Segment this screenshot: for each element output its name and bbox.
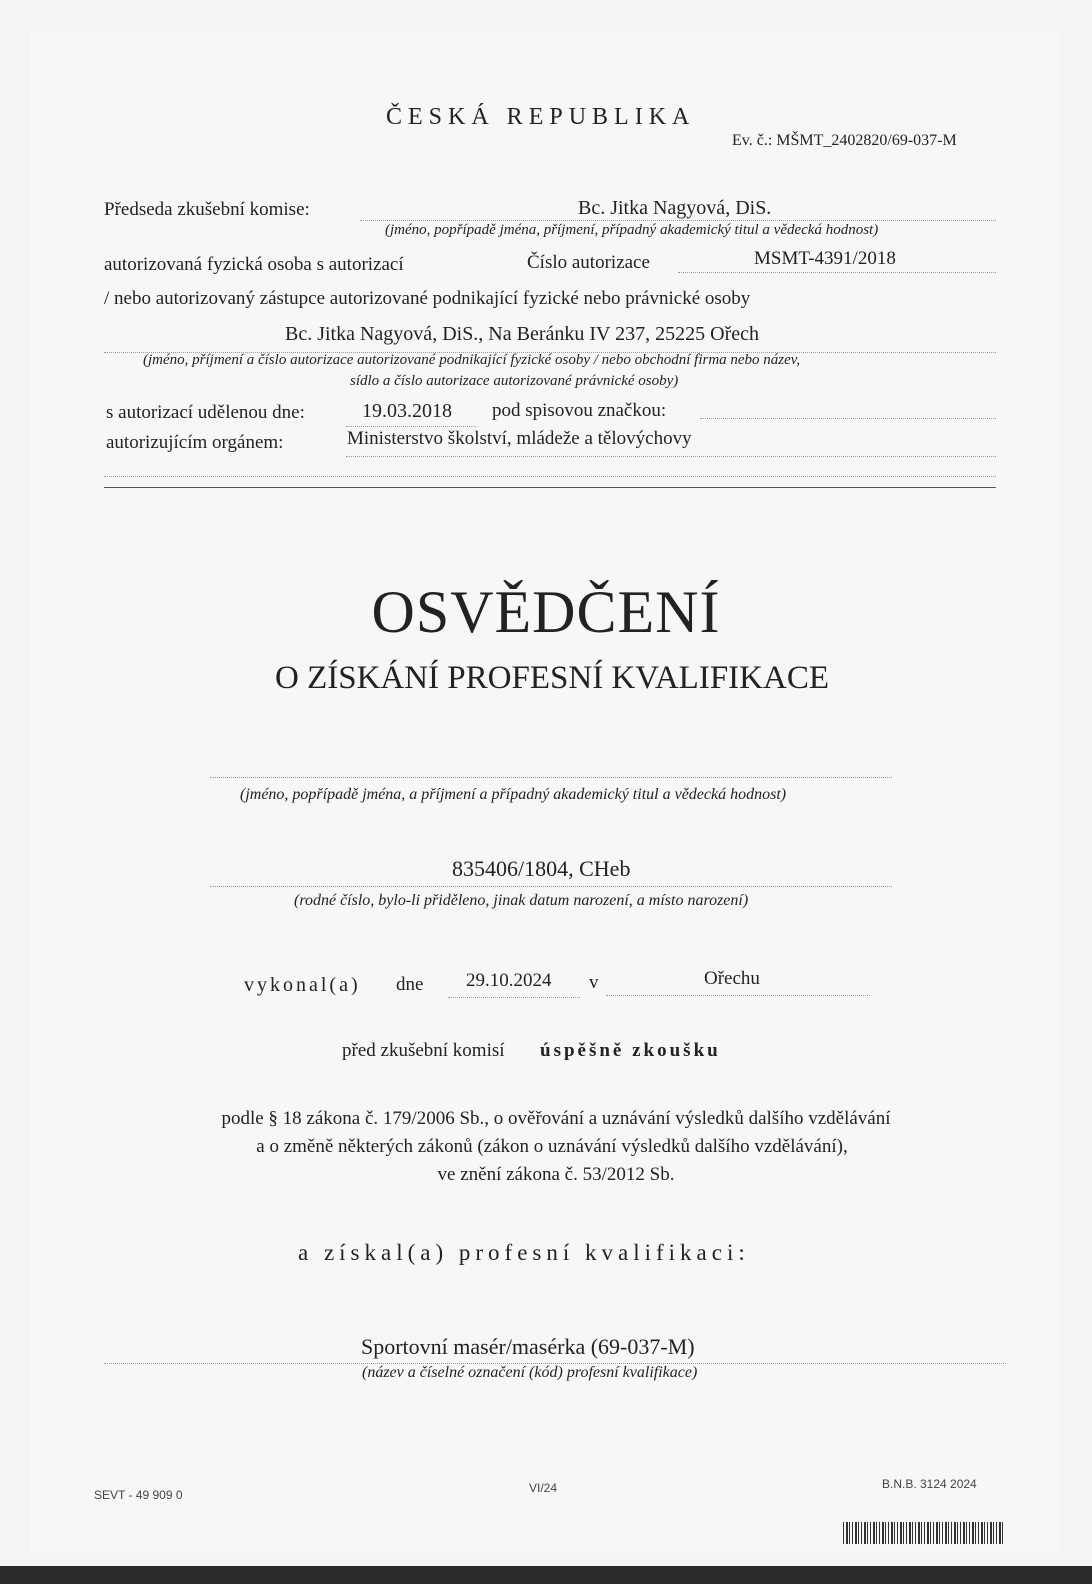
authorized-person-label: autorizovaná fyzická osoba s autorizací — [104, 254, 404, 275]
law-text-3: ve znění zákona č. 53/2012 Sb. — [437, 1164, 675, 1185]
entity-hint-2: sídlo a číslo autorizace autorizované právnické osoby) — [350, 373, 679, 389]
law-text-1: podle § 18 zákona č. 179/2006 Sb., o ověřování a uznávání výsledků dalšího vzdělávání — [221, 1108, 891, 1129]
holder-name-hint: (jméno, popřípadě jména, a příjmení a případný akademický titul a vědecká hodnost) — [240, 786, 787, 803]
entity-hint-1: (jméno, příjmení a číslo autorizace autorizované podnikající fyzické osoby / nebo obchodní firma nebo název, — [143, 352, 801, 368]
authorization-number-label: Číslo autorizace — [527, 252, 650, 273]
exam-place-line — [606, 995, 870, 996]
granted-date-label: s autorizací udělenou dne: — [106, 402, 305, 423]
authorization-number-value: MSMT-4391/2018 — [754, 248, 896, 269]
authorization-number-line — [678, 272, 996, 273]
granted-date-line — [346, 426, 476, 427]
evidence-number: Ev. č.: MŠMT_2402820/69-037-M — [732, 132, 957, 149]
place-preposition: v — [589, 972, 599, 993]
birth-line — [210, 886, 892, 887]
granted-date-value: 19.03.2018 — [362, 400, 452, 422]
authorizing-body-label: autorizujícím orgánem: — [106, 432, 284, 453]
file-reference-label: pod spisovou značkou: — [492, 400, 667, 421]
exam-date-line — [448, 997, 580, 998]
blank-line — [104, 476, 996, 477]
representative-label: / nebo autorizovaný zástupce autorizované podnikající fyzické nebo právnické osoby — [104, 288, 751, 309]
passed-exam-label: úspěšně zkoušku — [540, 1040, 721, 1061]
exam-place-value: Ořechu — [704, 968, 760, 989]
barcode — [843, 1522, 1003, 1544]
authorizing-body-value: Ministerstvo školství, mládeže a tělovýchovy — [347, 428, 692, 449]
country-heading: ČESKÁ REPUBLIKA — [386, 104, 696, 130]
form-code: SEVT - 49 909 0 — [94, 1488, 183, 1502]
law-text-2: a o změně některých zákonů (zákon o uznávání výsledků dalšího vzdělávání), — [256, 1136, 848, 1157]
gained-qualification-label: a získal(a) profesní kvalifikaci: — [298, 1240, 750, 1265]
certificate-title: OSVĚDČENÍ — [371, 579, 721, 645]
bottom-edge — [0, 1566, 1092, 1584]
qualification-value: Sportovní masér/masérka (69-037-M) — [361, 1334, 695, 1359]
printer-code: B.N.B. 3124 2024 — [882, 1477, 977, 1491]
chair-hint: (jméno, popřípadě jména, příjmení, případný akademický titul a vědecká hodnost) — [385, 222, 879, 238]
file-reference-line — [700, 418, 996, 419]
holder-name-line — [210, 777, 892, 778]
birth-hint: (rodné číslo, bylo-li přiděleno, jinak datum narození, a místo narození) — [294, 892, 749, 909]
certificate-subtitle: O ZÍSKÁNÍ PROFESNÍ KVALIFIKACE — [274, 660, 829, 696]
day-label: dne — [396, 974, 424, 995]
exam-date-value: 29.10.2024 — [466, 970, 552, 991]
birth-number-value: 835406/1804, CHeb — [452, 856, 631, 881]
authorizing-body-line — [346, 456, 996, 457]
authorized-entity-value: Bc. Jitka Nagyová, DiS., Na Beránku IV 237, 25225 Ořech — [285, 323, 759, 345]
section-divider — [104, 487, 996, 488]
performed-label: vykonal(a) — [244, 974, 361, 996]
chair-label: Předseda zkušební komise: — [104, 199, 310, 220]
chair-line — [360, 220, 996, 221]
form-version: VI/24 — [529, 1481, 558, 1495]
qualification-hint: (název a číselné označení (kód) profesní kvalifikace) — [362, 1364, 698, 1381]
chair-value: Bc. Jitka Nagyová, DiS. — [578, 197, 772, 219]
before-commission-label: před zkušební komisí — [342, 1040, 505, 1061]
